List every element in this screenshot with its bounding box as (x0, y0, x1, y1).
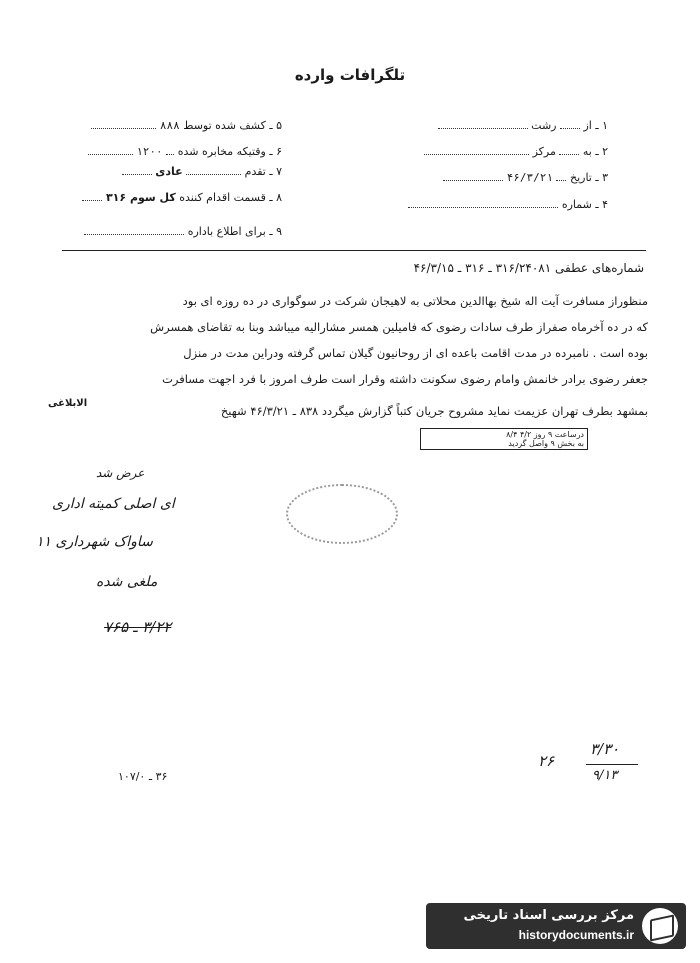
field-decoded-by-value: ۸۸۸ (159, 119, 180, 132)
field-priority (122, 164, 282, 178)
hand-corner-fraction-bar (586, 764, 638, 765)
handwritten-line-5: ۳/۲۲ ـ ۷۶۵ (104, 618, 172, 636)
watermark-url: historydocuments.ir (518, 928, 634, 942)
field-date-label: ۳ ـ تاریخ (569, 171, 608, 184)
field-from-value: رشت (531, 119, 557, 132)
field-sent-time (88, 144, 282, 158)
field-action-dept-value: کل سوم ۳۱۶ (105, 191, 176, 204)
handwritten-line-4: ملغی شده (96, 574, 158, 590)
body-line-4: جعفر رضوی برادر خانمش وامام رضوی سکونت داشته وقرار است طرف امروز با فرد اجهت مسافرت (162, 372, 648, 386)
hand-corner-mark: ۲۶ (538, 752, 555, 770)
reference-numbers: شماره‌های عطفی ۳۱۶/۲۴۰۸۱ ـ ۳۱۶ ـ ۴۶/۳/۱۵ (413, 261, 644, 275)
field-sent-time-label: ۶ ـ وقتیکه مخابره شده (177, 145, 282, 158)
field-date (443, 170, 608, 184)
watermark-logo-icon (642, 908, 678, 944)
field-to (424, 144, 608, 158)
handwritten-line-2: ای اصلی کمیته اداری (52, 496, 175, 512)
field-action-dept (82, 190, 282, 204)
watermark-banner (426, 903, 686, 949)
field-sent-time-value: ۱۲۰۰ (136, 145, 163, 158)
receipt-stamp-line-1: درساعت ۹ روز ۴/۲ ۸/۴ (506, 430, 584, 439)
body-line-2: که در ده آخرماه صفراز طرف سادات رضوی که فامیلین همسر مشارالیه میباشد وبنا به تقاضای همسرش (150, 320, 648, 334)
receipt-stamp-line-2: به بخش ۹ واصل گردید (508, 439, 584, 448)
handwritten-line-1: عرض شد (96, 466, 145, 480)
field-number (408, 197, 608, 211)
hand-corner-sub: ۹/۱۳ (592, 768, 618, 783)
field-decoded-by (91, 118, 282, 132)
field-date-value: ۴۶/۳/۲۱ (506, 171, 553, 184)
header-divider (62, 250, 646, 251)
stamp-label: الابلاغی (48, 398, 88, 409)
field-decoded-by-label: ۵ ـ کشف شده توسط (183, 119, 282, 132)
field-to-label: ۲ ـ به (582, 145, 608, 158)
body-line-3: بوده است . نامبرده در مدت اقامت باعده ای از روحانیون گیلان تماس گرفته ودراین مدت در منزل (183, 346, 648, 360)
body-line-1: منظوراز مسافرت آیت اله شیخ بهاالدین محلاتی به لاهیجان شرکت در سوگواری در ده روزه ای بود (182, 294, 648, 308)
field-priority-value: عادی (155, 165, 183, 178)
field-number-label: ۴ ـ شماره (561, 198, 608, 211)
field-to-value: مرکز (532, 145, 556, 158)
watermark-title: مرکز بررسی اسناد تاریخی (463, 908, 634, 923)
field-for-info-label: ۹ ـ برای اطلاع باداره (187, 225, 282, 238)
hand-corner-number: ۳/۳۰ (590, 740, 620, 758)
body-line-5: بمشهد بطرف تهران عزیمت نماید مشروح جریان کتباً گزارش میگردد ۸۳۸ ـ ۴۶/۳/۲۱ شهیخ (220, 404, 648, 418)
handwritten-line-3: ساواک شهرداری ۱۱ (36, 534, 153, 550)
bottom-reference: ۳۶ ـ ۱۰۷/۰ (118, 770, 168, 783)
field-action-dept-label: ۸ ـ قسمت اقدام کننده (179, 191, 282, 204)
round-seal (286, 484, 398, 544)
field-from (438, 118, 608, 132)
field-priority-label: ۷ ـ تقدم (244, 165, 282, 178)
field-from-label: ۱ ـ از (583, 119, 608, 132)
receipt-stamp (420, 428, 588, 450)
field-for-info (84, 224, 282, 238)
document-title: تلگرافات وارده (294, 66, 406, 84)
